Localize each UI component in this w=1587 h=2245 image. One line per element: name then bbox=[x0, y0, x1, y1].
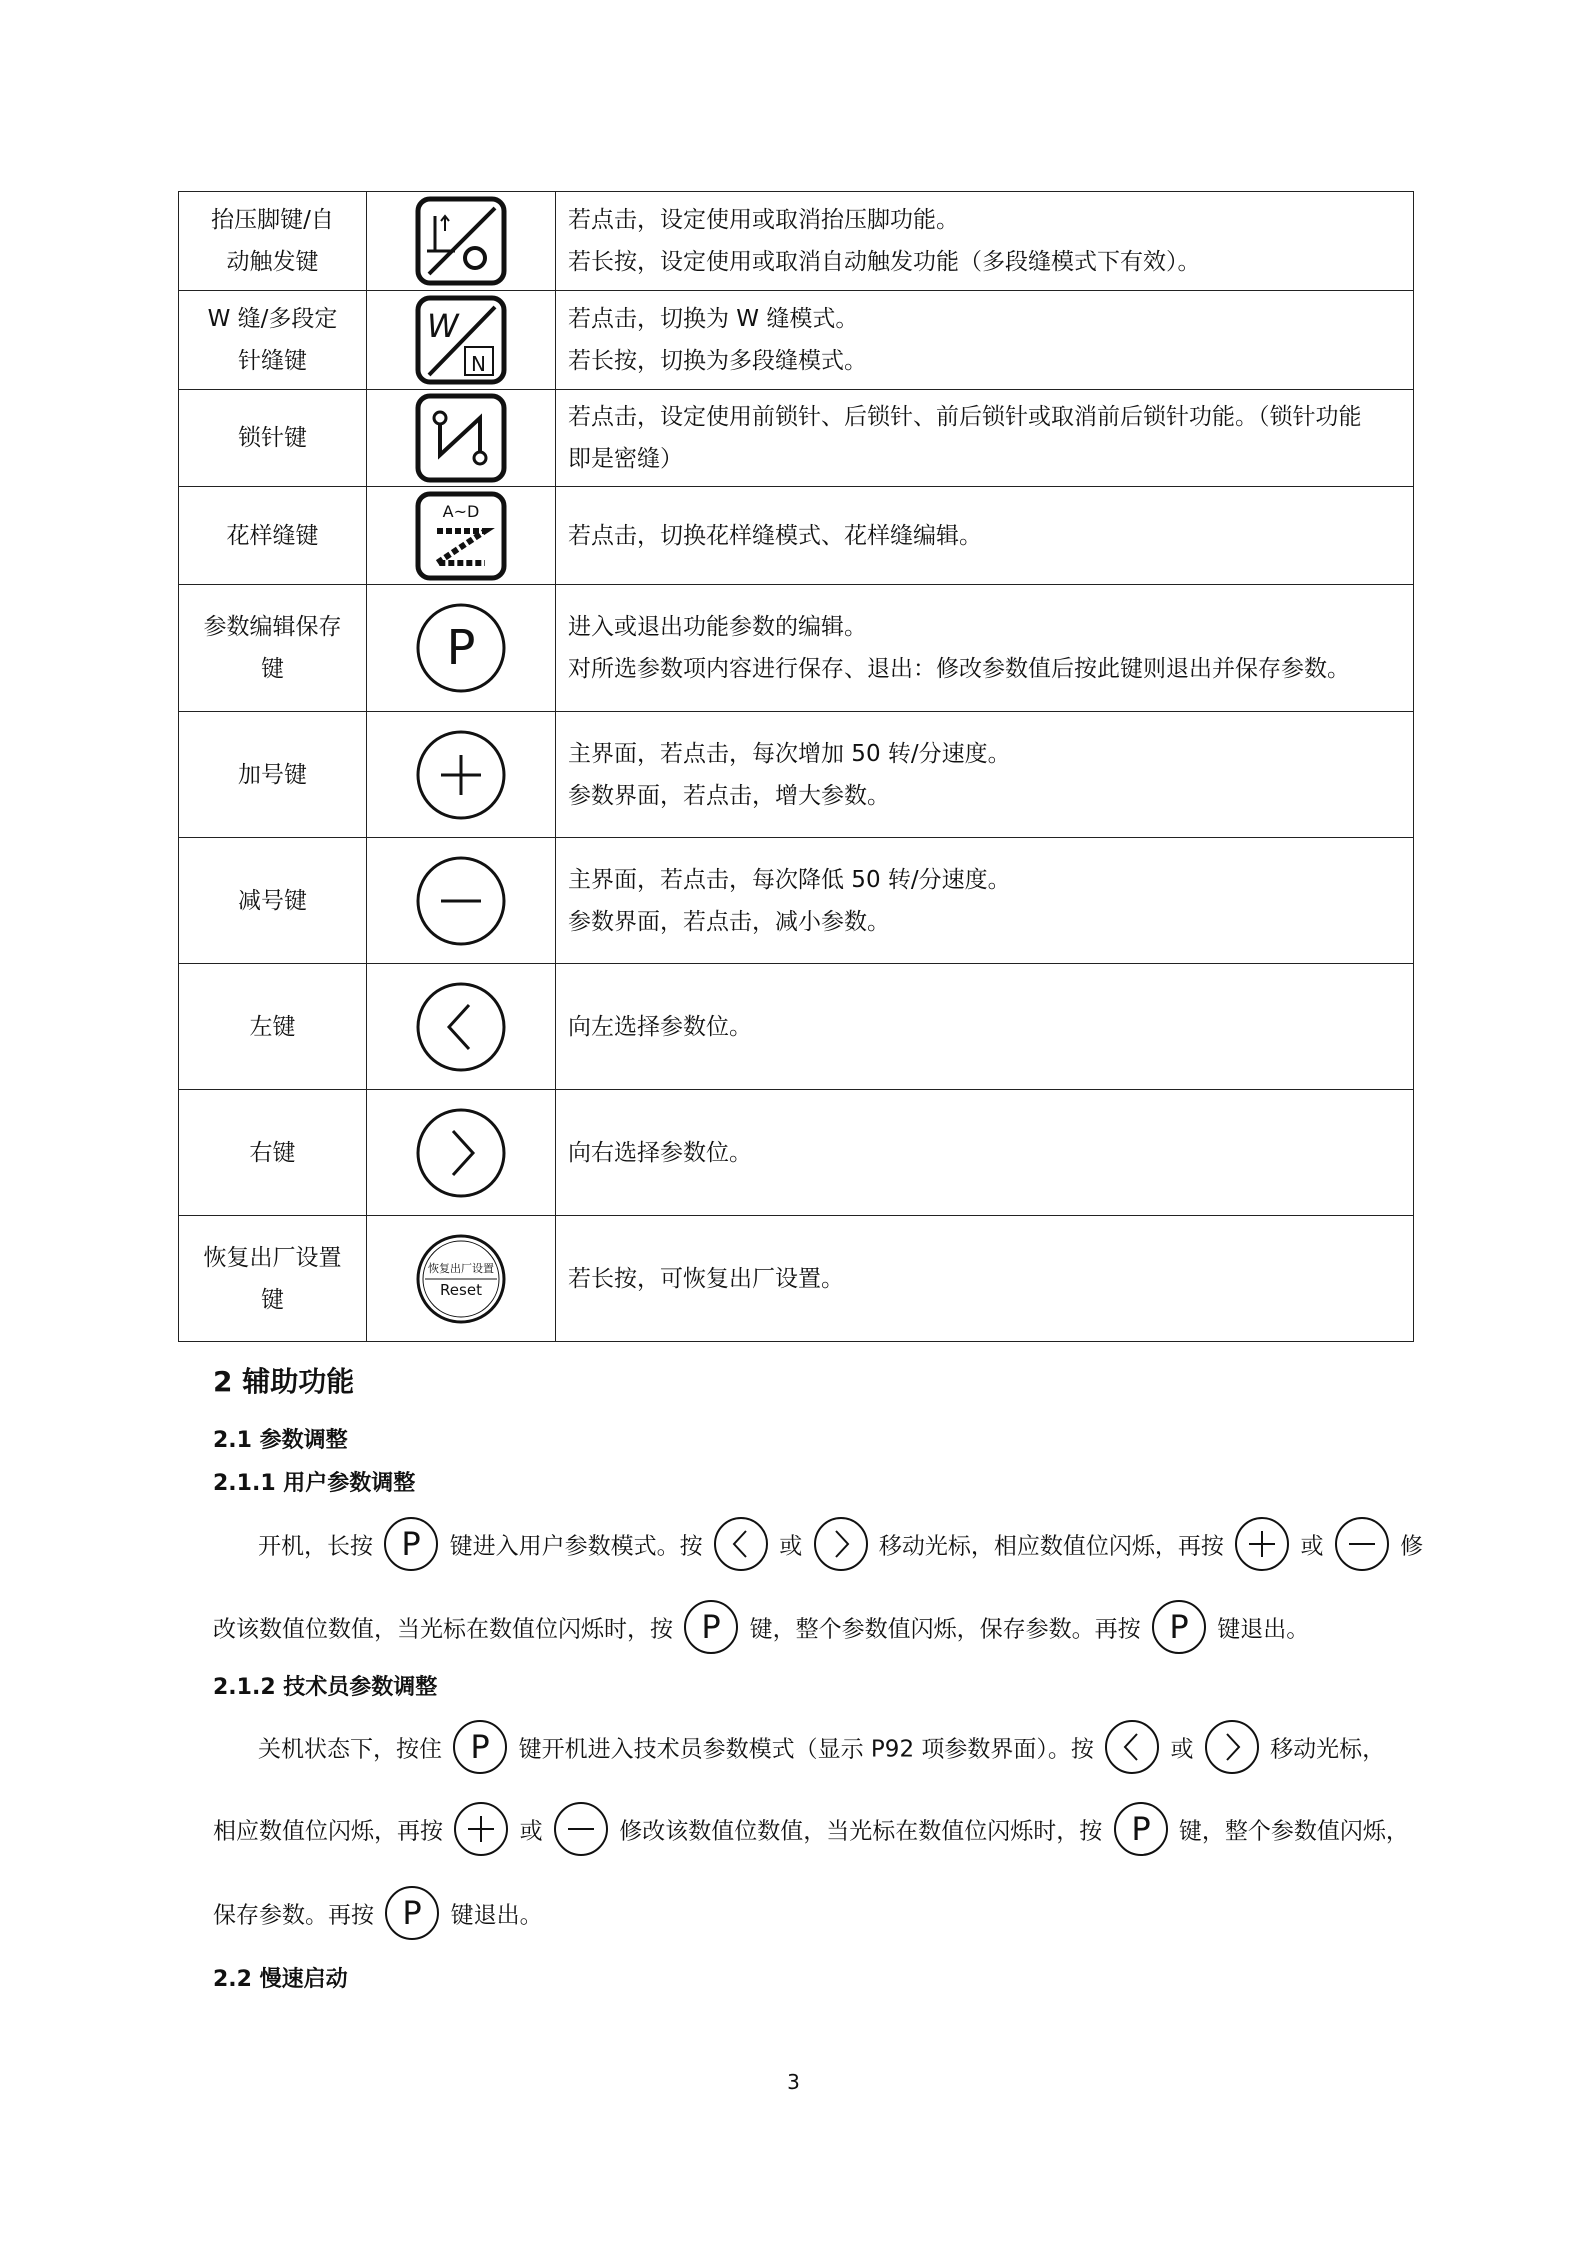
p-key-icon bbox=[383, 1884, 441, 1948]
pattern-stitch-key-icon bbox=[367, 487, 556, 585]
subsection-heading: 2.1.2 技术员参数调整 bbox=[213, 1675, 438, 1700]
svg-text:P: P bbox=[470, 1728, 490, 1766]
p-key-icon bbox=[367, 585, 556, 712]
subsection-heading: 2.1 参数调整 bbox=[213, 1428, 348, 1453]
paragraph-line: 关机状态下，按住 P 键开机进入技术员参数模式（显示 P92 项参数界面）。按 或 移动光标， bbox=[258, 1718, 1385, 1782]
subsection-heading: 2.1.1 用户参数调整 bbox=[213, 1471, 416, 1496]
table-row bbox=[179, 1090, 1414, 1216]
svg-text:Reset: Reset bbox=[440, 1280, 482, 1299]
svg-text:P: P bbox=[701, 1608, 721, 1646]
p-key-icon bbox=[382, 1515, 440, 1579]
key-description: 若长按，可恢复出厂设置。 bbox=[556, 1216, 1414, 1342]
left-key-icon bbox=[367, 964, 556, 1090]
svg-text:N: N bbox=[471, 352, 486, 376]
right-key-icon bbox=[812, 1515, 870, 1579]
key-description: 主界面，若点击，每次降低 50 转/分速度。 参数界面，若点击，减小参数。 bbox=[556, 838, 1414, 964]
table-row bbox=[179, 291, 1414, 390]
key-description: 主界面，若点击，每次增加 50 转/分速度。 参数界面，若点击，增大参数。 bbox=[556, 712, 1414, 838]
right-key-icon bbox=[1203, 1718, 1261, 1782]
minus-key-icon bbox=[552, 1800, 610, 1864]
p-key-icon bbox=[1150, 1598, 1208, 1662]
key-name: 抬压脚键/自 动触发键 bbox=[179, 192, 367, 291]
key-description: 若点击，切换为 W 缝模式。 若长按，切换为多段缝模式。 bbox=[556, 291, 1414, 390]
svg-text:A~D: A~D bbox=[442, 501, 480, 521]
svg-text:恢复出厂设置: 恢复出厂设置 bbox=[428, 1261, 494, 1275]
left-key-icon bbox=[712, 1515, 770, 1579]
table-row bbox=[179, 585, 1414, 712]
key-name: W 缝/多段定 针缝键 bbox=[179, 291, 367, 390]
key-description: 进入或退出功能参数的编辑。 对所选参数项内容进行保存、退出：修改参数值后按此键则退出并保存参数。 bbox=[556, 585, 1414, 712]
table-row bbox=[179, 192, 1414, 291]
left-key-icon bbox=[1103, 1718, 1161, 1782]
svg-text:P: P bbox=[402, 1894, 422, 1932]
table-row bbox=[179, 1216, 1414, 1342]
svg-text:W: W bbox=[427, 307, 459, 345]
key-description: 若点击，切换花样缝模式、花样缝编辑。 bbox=[556, 487, 1414, 585]
table-row bbox=[179, 487, 1414, 585]
plus-key-icon bbox=[367, 712, 556, 838]
lock-stitch-key-icon bbox=[367, 390, 556, 487]
svg-text:P: P bbox=[1169, 1608, 1189, 1646]
presser-foot-key-icon bbox=[367, 192, 556, 291]
key-function-table bbox=[178, 191, 1414, 1342]
paragraph-line: 开机，长按 P 键进入用户参数模式。按 或 移动光标，相应数值位闪烁，再按 或 修 bbox=[258, 1515, 1423, 1579]
key-name: 右键 bbox=[179, 1090, 367, 1216]
subsection-heading: 2.2 慢速启动 bbox=[213, 1967, 348, 1992]
key-name: 锁针键 bbox=[179, 390, 367, 487]
paragraph-line: 保存参数。再按 P 键退出。 bbox=[213, 1884, 543, 1948]
p-key-icon bbox=[682, 1598, 740, 1662]
key-description: 向右选择参数位。 bbox=[556, 1090, 1414, 1216]
key-name: 加号键 bbox=[179, 712, 367, 838]
plus-key-icon bbox=[1233, 1515, 1291, 1579]
table-row bbox=[179, 964, 1414, 1090]
key-description: 向左选择参数位。 bbox=[556, 964, 1414, 1090]
svg-text:P: P bbox=[401, 1525, 421, 1563]
right-key-icon bbox=[367, 1090, 556, 1216]
page-number: 3 bbox=[787, 2070, 800, 2094]
section-heading: 2 辅助功能 bbox=[213, 1365, 355, 1398]
key-name: 参数编辑保存 键 bbox=[179, 585, 367, 712]
key-name: 花样缝键 bbox=[179, 487, 367, 585]
paragraph-line: 相应数值位闪烁，再按 或 修改该数值位数值，当光标在数值位闪烁时，按 P 键，整个参数值闪烁， bbox=[213, 1800, 1409, 1864]
p-key-icon bbox=[1112, 1800, 1170, 1864]
table-row bbox=[179, 838, 1414, 964]
p-key-icon bbox=[451, 1718, 509, 1782]
paragraph-line: 改该数值位数值，当光标在数值位闪烁时，按 P 键，整个参数值闪烁，保存参数。再按 P 键退出。 bbox=[213, 1598, 1309, 1662]
minus-key-icon bbox=[367, 838, 556, 964]
reset-key-icon bbox=[367, 1216, 556, 1342]
svg-text:P: P bbox=[446, 620, 476, 676]
table-row bbox=[179, 712, 1414, 838]
key-name: 减号键 bbox=[179, 838, 367, 964]
key-description: 若点击，设定使用前锁针、后锁针、前后锁针或取消前后锁针功能。（锁针功能 即是密缝） bbox=[556, 390, 1414, 487]
key-name: 左键 bbox=[179, 964, 367, 1090]
w-stitch-key-icon bbox=[367, 291, 556, 390]
minus-key-icon bbox=[1333, 1515, 1391, 1579]
table-row bbox=[179, 390, 1414, 487]
svg-text:P: P bbox=[1130, 1810, 1151, 1848]
plus-key-icon bbox=[452, 1800, 510, 1864]
key-name: 恢复出厂设置 键 bbox=[179, 1216, 367, 1342]
key-description: 若点击，设定使用或取消抬压脚功能。 若长按，设定使用或取消自动触发功能（多段缝模式下有效）。 bbox=[556, 192, 1414, 291]
